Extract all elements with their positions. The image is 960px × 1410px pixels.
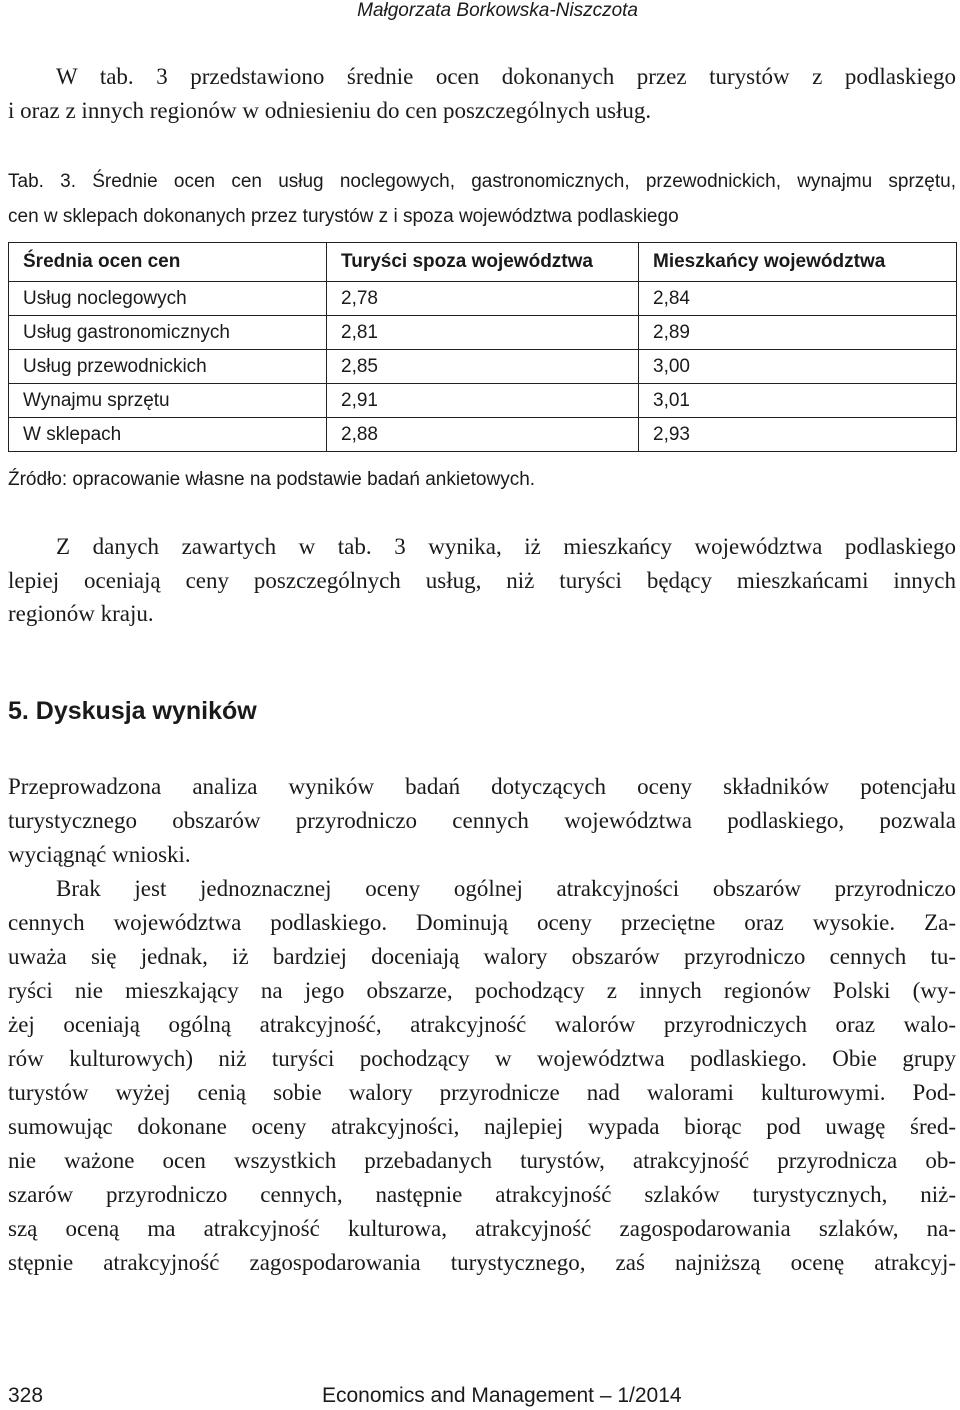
table-row (9, 350, 957, 384)
table-cell: 2,84 (639, 282, 957, 316)
text-line: wyciągnąć wnioski. (8, 842, 191, 867)
text-line: żej oceniają ogólną atrakcyjność, atrakcyjność walorów przyrodniczych oraz walo- (8, 1012, 956, 1037)
price-ratings-table (8, 242, 957, 452)
table-cell: 2,85 (327, 350, 639, 384)
table-caption (8, 164, 956, 234)
text-line: Przeprowadzona analiza wyników badań dotyczących oceny składników potencjału (8, 774, 956, 799)
table-cell: 3,01 (639, 384, 957, 418)
column-header: Turyści spoza województwa (327, 243, 639, 282)
table-cell: 2,88 (327, 418, 639, 452)
table-cell: 2,78 (327, 282, 639, 316)
table-source-note: Źródło: opracowanie własne na podstawie badań ankietowych. (8, 469, 536, 490)
text-line: szą oceną ma atrakcyjność kulturowa, atrakcyjność zagospodarowania szlaków, na- (8, 1216, 956, 1241)
table-row (9, 282, 957, 316)
table-cell: 2,93 (639, 418, 957, 452)
text-line: Z danych zawartych w tab. 3 wynika, iż mieszkańcy województwa podlaskiego (56, 534, 956, 559)
table-cell: 2,91 (327, 384, 639, 418)
text-line: uważa się jednak, iż bardziej doceniają walory obszarów przyrodniczo cennych tu- (8, 944, 956, 969)
discussion-text (8, 770, 956, 1280)
text-line: regionów kraju. (8, 601, 154, 626)
table-row (9, 384, 957, 418)
column-header: Średnia ocen cen (9, 243, 327, 282)
text-line: turystycznego obszarów przyrodniczo cennych województwa podlaskiego, pozwala (8, 808, 956, 833)
text-line: rów kulturowych) niż turyści pochodzący w województwa podlaskiego. Obie grupy (8, 1046, 956, 1071)
table-cell: Usług przewodnickich (9, 350, 327, 384)
table-cell: Usług gastronomicznych (9, 316, 327, 350)
text-line: i oraz z innych regionów w odniesieniu do cen poszczególnych usług. (8, 97, 652, 123)
journal-footer: Economics and Management – 1/2014 (322, 1384, 682, 1407)
column-header: Mieszkańcy województwa (639, 243, 957, 282)
table-cell: 2,89 (639, 316, 957, 350)
text-line: sumowując dokonane oceny atrakcyjności, najlepiej wypada biorąc pod uwagę śred- (8, 1114, 956, 1139)
caption-line: Tab. 3. Średnie ocen cen usług noclegowych, gastronomicznych, przewodnickich, wynajmu sprzętu, (8, 171, 956, 192)
text-line: stępnie atrakcyjność zagospodarowania turystycznego, zaś najniższą ocenę atrakcyj- (8, 1250, 956, 1275)
intro-paragraph (8, 60, 956, 127)
table-header-row (9, 243, 957, 282)
text-line: ryści nie mieszkający na jego obszarze, pochodzący z innych regionów Polski (wy- (8, 978, 956, 1003)
table-cell: 2,81 (327, 316, 639, 350)
caption-line: cen w sklepach dokonanych przez turystów z i spoza województwa podlaskiego (8, 206, 679, 227)
table-cell: Wynajmu sprzętu (9, 384, 327, 418)
text-line: turystów wyżej cenią sobie walory przyrodnicze nad walorami kulturowymi. Pod- (8, 1080, 956, 1105)
table-cell: 3,00 (639, 350, 957, 384)
text-line: nie ważone ocen wszystkich przebadanych turystów, atrakcyjność przyrodnicza ob- (8, 1148, 956, 1173)
conclusion-paragraph (8, 530, 956, 631)
text-line: Brak jest jednoznacznej oceny ogólnej atrakcyjności obszarów przyrodniczo (56, 876, 956, 901)
text-line: lepiej oceniają ceny poszczególnych usług, niż turyści będący mieszkańcami innych (8, 567, 956, 593)
table-row (9, 418, 957, 452)
table-cell: Usług noclegowych (9, 282, 327, 316)
table-cell: W sklepach (9, 418, 327, 452)
text-line: szarów przyrodniczo cennych, następnie atrakcyjność szlaków turystycznych, niż- (8, 1182, 956, 1207)
page-number: 328 (8, 1384, 44, 1407)
section-heading: 5. Dyskusja wyników (8, 697, 257, 725)
text-line: cennych województwa podlaskiego. Dominują oceny przeciętne oraz wysokie. Za- (8, 910, 956, 935)
text-line: W tab. 3 przedstawiono średnie ocen dokonanych przez turystów z podlaskiego (56, 64, 956, 89)
table-row (9, 316, 957, 350)
running-head: Małgorzata Borkowska-Niszczota (357, 0, 638, 21)
